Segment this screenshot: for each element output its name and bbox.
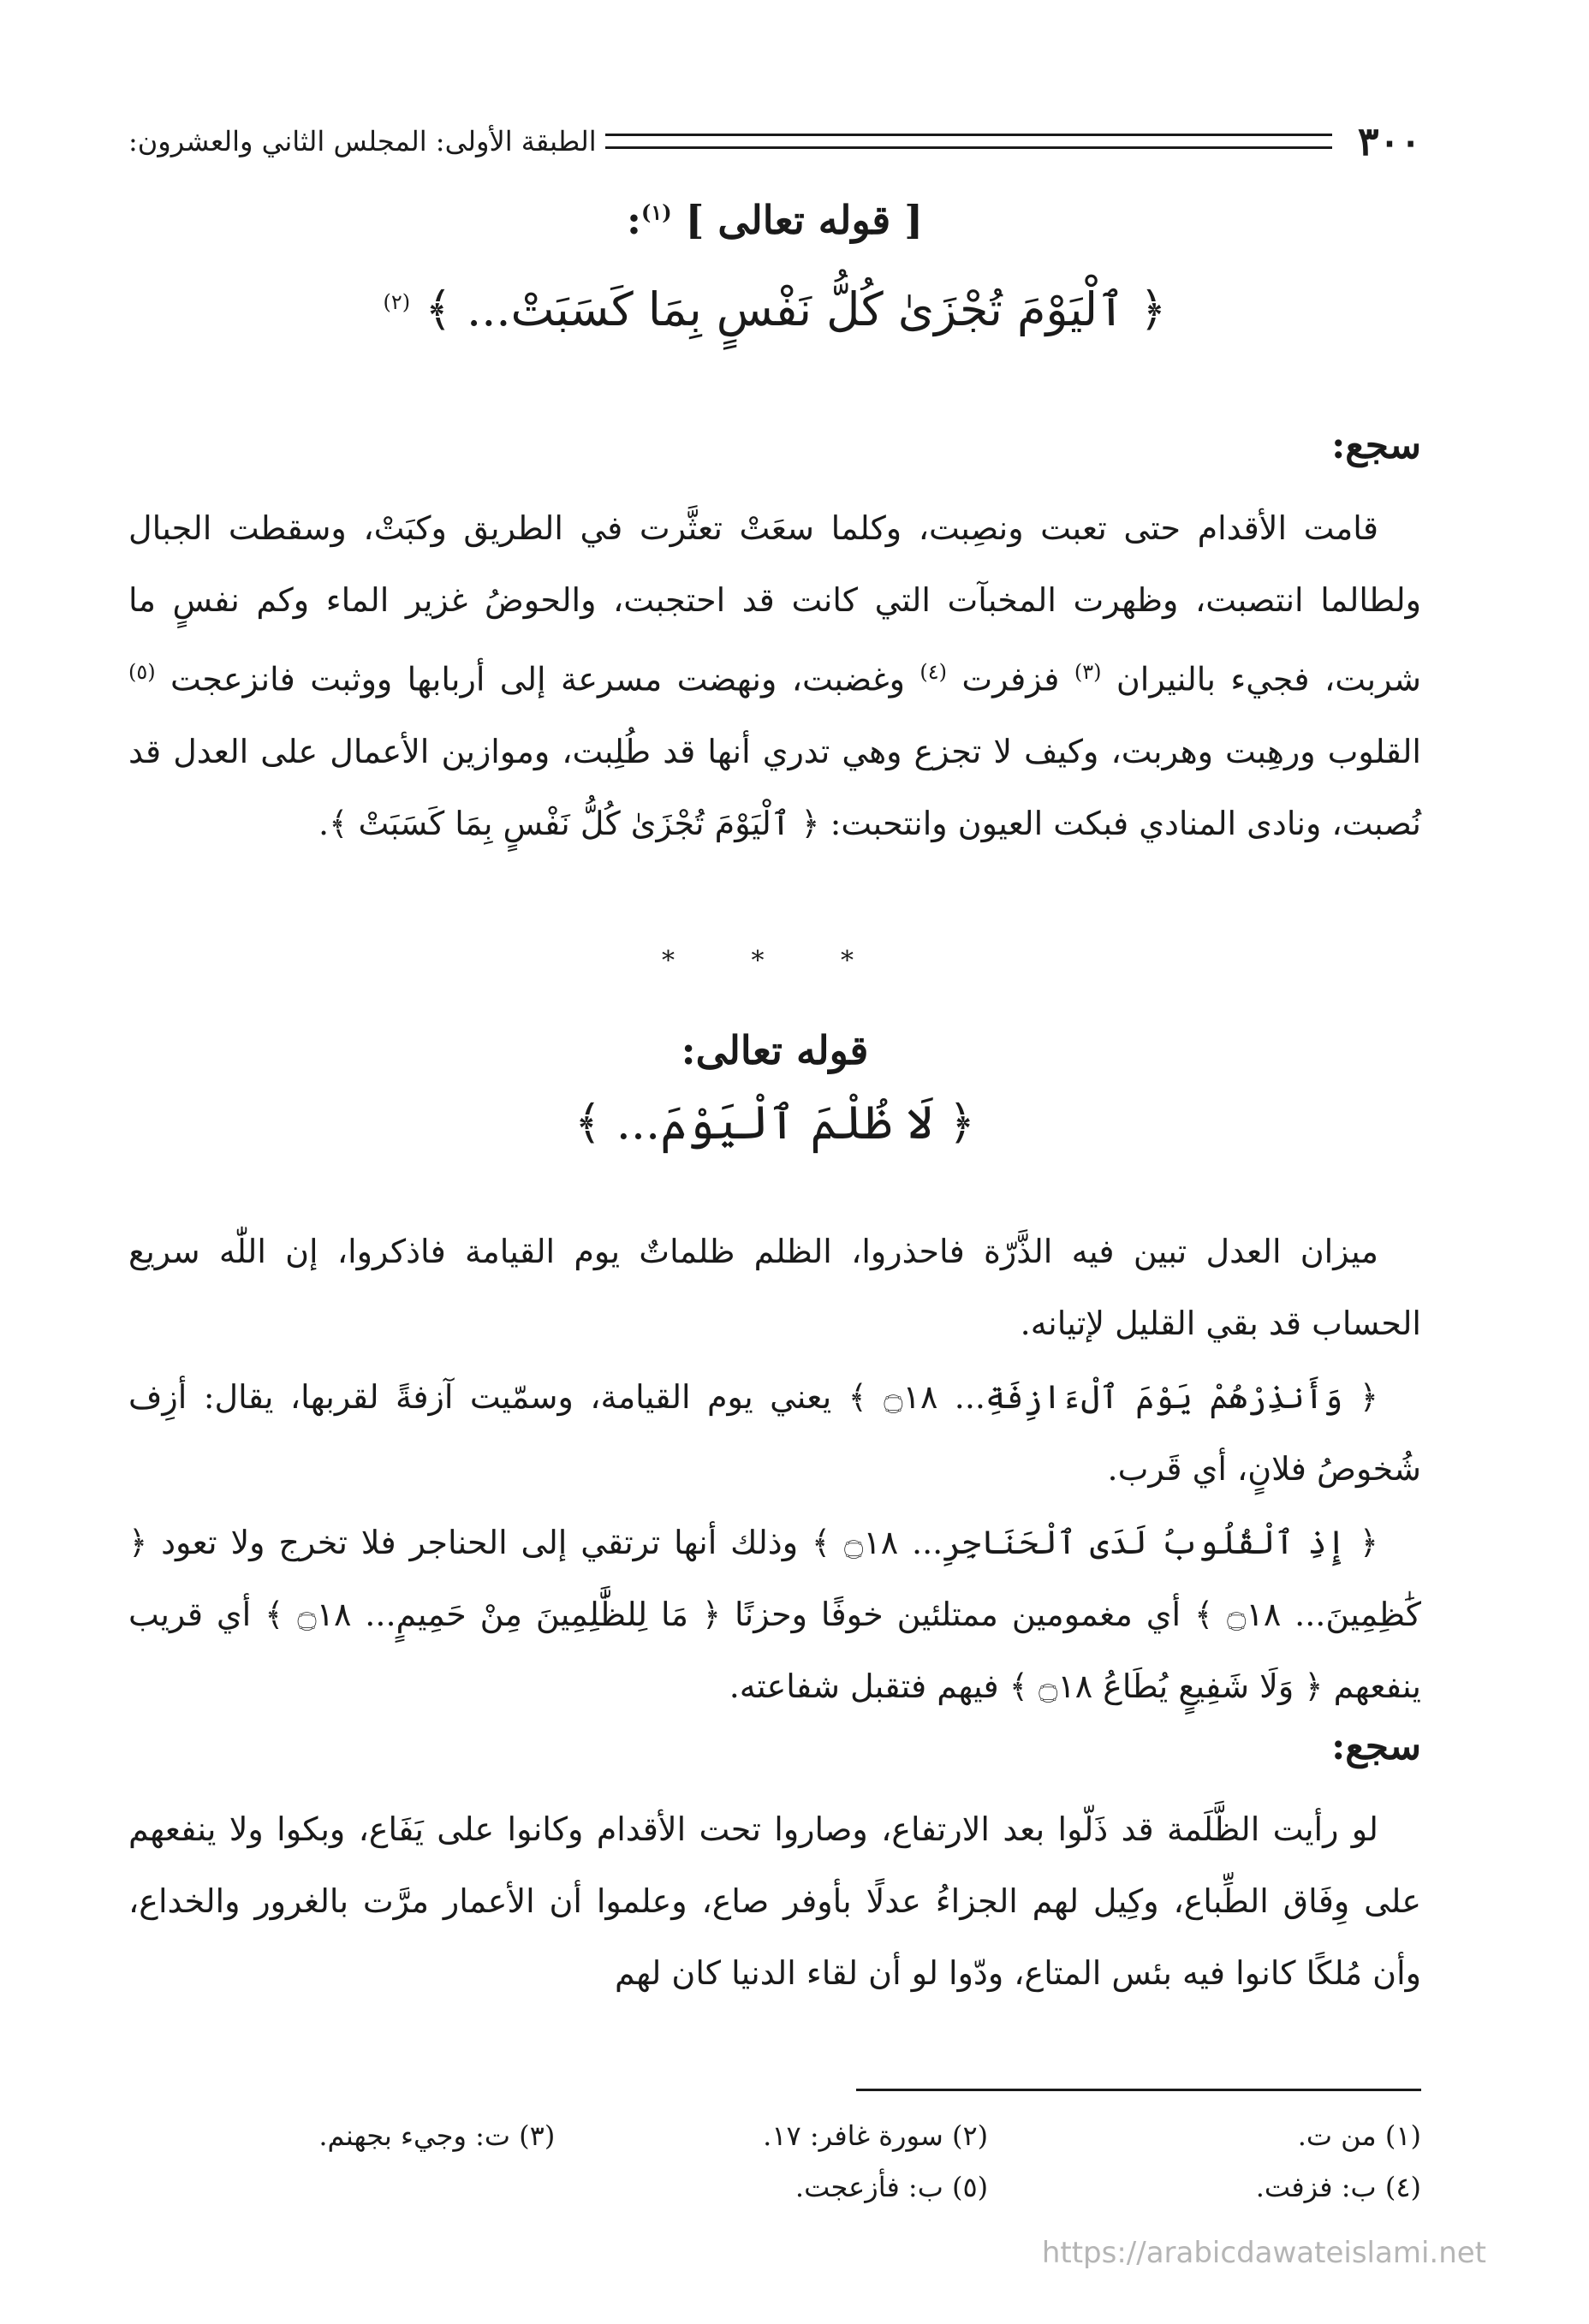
saj-label-1: سجع: [1331, 424, 1421, 467]
footnote-ref-1[interactable]: (١) [640, 199, 672, 225]
footnote-row-2 [128, 2161, 1421, 2213]
footnote-ref-2[interactable]: (٢) [383, 290, 411, 314]
header-double-rule [605, 134, 1332, 149]
section-heading-2: قوله تعالى: [681, 1027, 869, 1073]
section-separator: * * * [661, 946, 889, 976]
saj-label-2: سجع: [1331, 1725, 1421, 1768]
page-number: ٣٠٠ [1357, 118, 1421, 164]
source-watermark: https://arabicdawateislami.net [1041, 2236, 1486, 2270]
running-header [128, 116, 1421, 167]
saj-paragraph-2: لو رأيت الظَّلَمة قد ذَلّوا بعد الارتفاع، وصاروا تحت الأقدام وكانوا على يَفَاع، وبكوا ولا ينفعهم على وِفَاق الطِّباع، وكِيل لهم الجزاءُ عدلًا بأوفر صاع، وعلموا أن الأعمار مرَّت بالغرور والخداع، وأن مُلكًا كانوا فيه بئس المتاع، ودّوا لو أن لقاء الدنيا كان لهم [128, 1810, 1421, 1992]
section-heading-1: [ قوله تعالى ] $^{(١)}$: [627, 197, 923, 243]
header-title: الطبقة الأولى: المجلس الثاني والعشرون: [128, 125, 597, 158]
footnote-1: (١) من ت. [1297, 2119, 1421, 2152]
footnote-4: (٤) ب: فزفت. [1255, 2171, 1421, 2203]
quran-verse-1: ﴿ ٱلْيَوْمَ تُجْزَىٰ كُلُّ نَفْسٍ بِمَا كَسَبَتْ... ﴾ $^{(٢)}$ [383, 282, 1167, 336]
footnote-ref-3[interactable]: (٣) [1074, 660, 1102, 684]
footnote-5: (٥) ب: فأزعجت. [794, 2171, 989, 2203]
paragraph-hanajir: ﴿ إِذِ ٱلْقُلُوبُ لَدَى ٱلْحَنَاجِرِ... ۝١٨ ﴾ وذلك أنها ترتقي إلى الحناجر فلا تخرج ولا تعود ﴿ كَٰظِمِينَ... ۝١٨ ﴾ أي مغمومين ممتلئين خوفًا وحزنًا ﴿ مَا لِلظَّٰلِمِينَ مِنْ حَمِيمٍ... ۝١٨ ﴾ أي قريب ينفعهم ﴿ وَلَا شَفِيعٍ يُطَاعُ ۝١٨ ﴾ فيهم فتقبل شفاعته. [128, 1524, 1422, 1705]
paragraph-justice: ميزان العدل تبين فيه الذَّرّة فاحذروا، الظلم ظلماتٌ يوم القيامة فاذكروا، إن اللّٰه سريع الحساب قد بقي القليل لإتيانه. [128, 1233, 1421, 1342]
footnote-rule [856, 2089, 1421, 2091]
saj-paragraph-1: قامت الأقدام حتى تعبت ونصِبت، وكلما سعَتْ تعثَّرت في الطريق وكبَتْ، وسقطت الجبال ولطالما انتصبت، وظهرت المخبآت التي كانت قد احتجبت، والحوضُ غزير الماء وكم نفسٍ ما شربت، فجيء بالنيران $^{(٣)}$ فزفرت $^{(٤)}$ وغضبت، ونهضت مسرعة إلى أربابها ووثبت فانزعجت $^{(٥)}$ القلوب ورهِبت وهربت، وكيف لا تجزع وهي تدري أنها قد طُلِبت، وموازين الأعمال على العدل قد نُصبت، ونادى المنادي فبكت العيون وانتحبت: ﴿ ٱلْيَوْمَ تُجْزَىٰ كُلُّ نَفْسٍ بِمَا كَسَبَتْ ﴾. [128, 509, 1421, 842]
footnote-ref-5[interactable]: (٥) [128, 660, 156, 684]
paragraph-azifa: ﴿ وَأَنذِرْهُمْ يَوْمَ ٱلْءَازِفَةِ... ۝١٨ ﴾ يعني يوم القيامة، وسمّيت آزفةً لقربها، يقال: أزِف شُخوصُ فلانٍ، أي قَرب. [128, 1378, 1421, 1488]
footnote-row-1 [128, 2110, 1421, 2161]
footnote-ref-4[interactable]: (٤) [919, 660, 947, 684]
footnote-3: (٣) ت: وجيء بجهنم. [318, 2119, 556, 2152]
quran-verse-2: ﴿ لَا ظُلْمَ ٱلْيَوْمَ... ﴾ [574, 1096, 976, 1150]
footnotes [128, 2110, 1421, 2213]
footnote-2: (٢) سورة غافر: ١٧. [763, 2119, 989, 2152]
